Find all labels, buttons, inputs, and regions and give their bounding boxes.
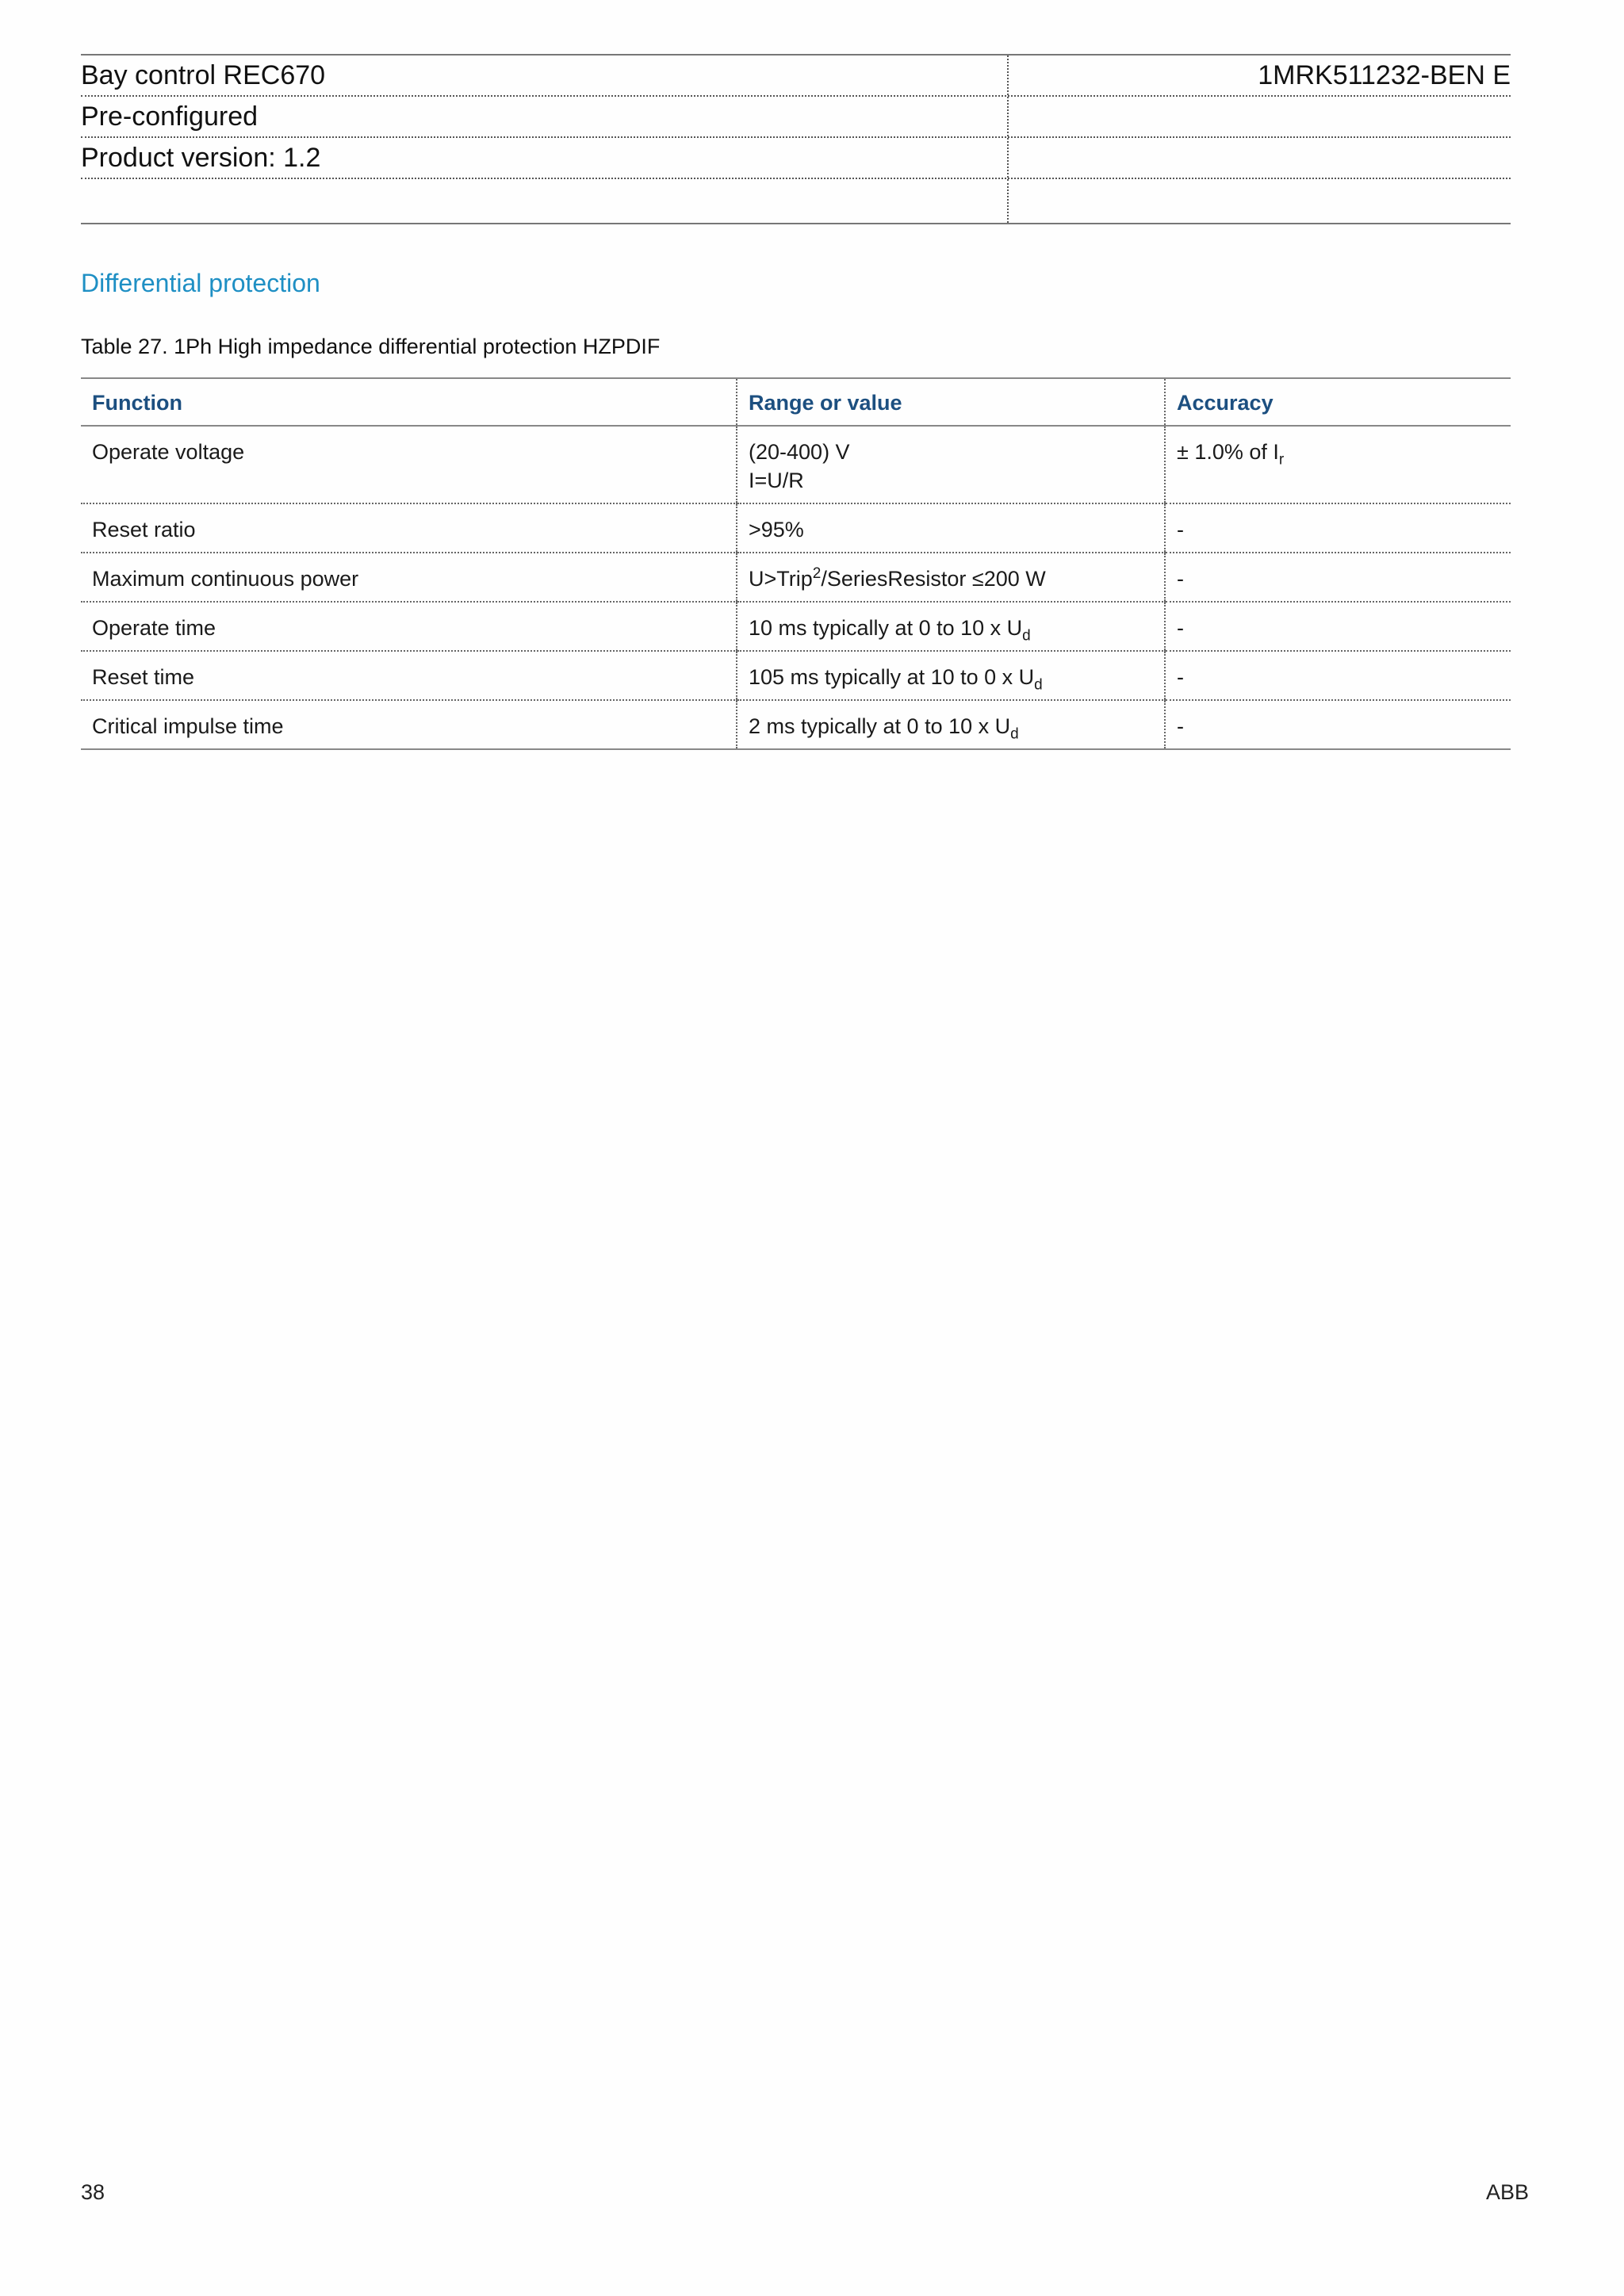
brand-name: ABB	[1485, 2180, 1529, 2204]
range-text: 105 ms typically at 10 to 0 x U	[749, 665, 1035, 689]
table-row	[81, 503, 1511, 553]
accuracy-cell	[1165, 426, 1511, 503]
range-line: I=U/R	[749, 469, 804, 492]
accuracy-text: ± 1.0% of I	[1177, 440, 1279, 464]
table-row	[81, 426, 1511, 503]
function-cell: Maximum continuous power	[81, 553, 737, 602]
range-cell: >95%	[737, 503, 1165, 553]
header-row	[81, 55, 1511, 97]
product-version: Product version: 1.2	[81, 138, 1009, 178]
document-id: 1MRK511232-BEN E	[1258, 60, 1511, 90]
range-cell	[737, 426, 1165, 503]
table-row	[81, 700, 1511, 749]
range-cell	[737, 651, 1165, 700]
header-empty-cell	[1009, 179, 1511, 223]
header-row	[81, 138, 1511, 179]
table-row	[81, 651, 1511, 700]
column-header-accuracy: Accuracy	[1165, 378, 1511, 426]
header-empty-cell	[1009, 97, 1511, 136]
accuracy-cell: -	[1165, 651, 1511, 700]
range-superscript: 2	[812, 565, 822, 582]
accuracy-cell: -	[1165, 700, 1511, 749]
product-title: Bay control REC670	[81, 55, 1009, 95]
range-subscript: d	[1010, 725, 1019, 743]
accuracy-subscript: r	[1278, 451, 1285, 469]
range-text: 10 ms typically at 0 to 10 x U	[749, 616, 1023, 640]
range-cell	[737, 602, 1165, 651]
header-empty-cell	[1009, 138, 1511, 178]
function-cell: Critical impulse time	[81, 700, 737, 749]
function-cell: Reset ratio	[81, 503, 737, 553]
function-cell: Reset time	[81, 651, 737, 700]
page-number: 38	[81, 2180, 105, 2204]
accuracy-cell: -	[1165, 602, 1511, 651]
accuracy-cell: -	[1165, 553, 1511, 602]
range-text: /SeriesResistor ≤200 W	[821, 567, 1046, 591]
document-header	[81, 54, 1511, 224]
range-cell	[737, 553, 1165, 602]
range-subscript: d	[1034, 676, 1043, 694]
header-row	[81, 179, 1511, 223]
range-subscript: d	[1022, 627, 1031, 645]
spec-table	[81, 377, 1511, 750]
function-cell: Operate time	[81, 602, 737, 651]
range-text: U>Trip	[749, 567, 813, 591]
range-line: (20-400) V	[749, 440, 850, 464]
column-header-range: Range or value	[737, 378, 1165, 426]
function-cell: Operate voltage	[81, 426, 737, 503]
table-row	[81, 602, 1511, 651]
configuration-label: Pre-configured	[81, 97, 1009, 136]
header-row	[81, 97, 1511, 138]
range-cell	[737, 700, 1165, 749]
accuracy-cell: -	[1165, 503, 1511, 553]
section-title: Differential protection	[81, 269, 320, 297]
header-empty-cell	[81, 179, 1009, 223]
table-caption: Table 27. 1Ph High impedance differential protection HZPDIF	[81, 335, 661, 358]
range-text: 2 ms typically at 0 to 10 x U	[749, 714, 1011, 738]
table-row	[81, 553, 1511, 602]
table-header-row	[81, 378, 1511, 426]
column-header-function: Function	[81, 378, 737, 426]
